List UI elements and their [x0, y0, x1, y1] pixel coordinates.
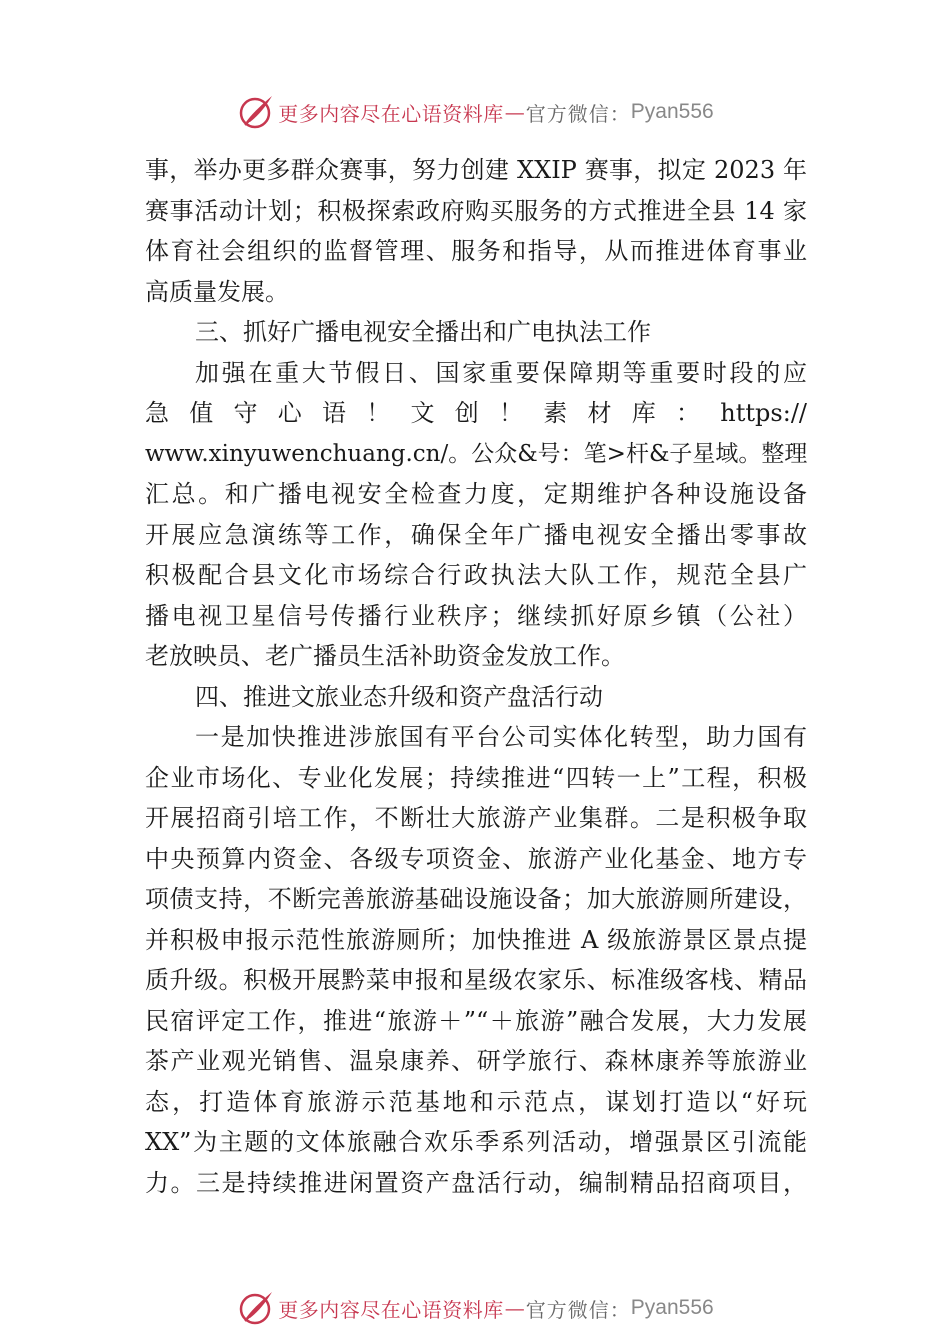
section-heading: 三、抓好广播电视安全播出和广电执法工作: [195, 318, 651, 346]
text-line: 开展应急演练等工作，确保全年广播电视安全播出零事故: [145, 520, 807, 549]
text-line: 民宿评定工作，推进“旅游＋”“＋旅游”融合发展，大力发展: [145, 1006, 807, 1035]
banner-wechat-id: Pyan556: [630, 1296, 714, 1319]
banner-site-name: 更多内容尽在心语资料库: [278, 101, 504, 126]
text-line: 茶产业观光销售、温泉康养、研学旅行、森林康养等旅游业: [145, 1047, 807, 1075]
document-body: [145, 150, 807, 1203]
text-line: XX”为主题的文体旅融合欢乐季系列活动，增强景区引流能: [145, 1128, 807, 1156]
text-line: 加强在重大节假日、国家重要保障期等重要时段的应: [195, 358, 807, 387]
banner-separator: —: [504, 100, 525, 124]
text-line: 质升级。积极开展黔菜申报和星级农家乐、标准级客栈、精品: [145, 966, 807, 994]
text-line: 赛事活动计划；积极探索政府购买服务的方式推进全县 14 家: [145, 196, 807, 225]
text-line: 开展招商引培工作，不断壮大旅游产业集群。二是积极争取: [145, 804, 807, 832]
text-line: 事，举办更多群众赛事，努力创建 XXIP 赛事，拟定 2023 年: [145, 156, 807, 184]
section-heading: 四、推进文旅业态升级和资产盘活行动: [195, 682, 603, 711]
banner-wechat-label: 官方微信：: [525, 1297, 631, 1322]
quill-logo-icon: [236, 1288, 276, 1328]
text-line: 老放映员、老广播员生活补助资金发放工作。: [145, 642, 625, 670]
text-line: 力。三是持续推进闲置资产盘活行动，编制精品招商项目，: [145, 1168, 807, 1197]
footer-watermark-banner: [0, 1288, 950, 1328]
text-line: 播电视卫星信号传播行业秩序；继续抓好原乡镇（公社）: [145, 601, 807, 630]
text-line: www.xinyuwenchuang.cn/。公众&号：笔>杆&子星域。整理: [145, 440, 808, 467]
text-line: 急值守心语！文创！素材库：https://: [145, 399, 807, 427]
text-line: 一是加快推进涉旅国有平台公司实体化转型，助力国有: [195, 723, 807, 751]
quill-logo-icon: [236, 92, 276, 132]
header-watermark-banner: [0, 92, 950, 132]
banner-wechat-label: 官方微信：: [525, 101, 631, 126]
text-line: 体育社会组织的监督管理、服务和指导，从而推进体育事业: [145, 237, 807, 265]
text-line: 高质量发展。: [145, 277, 289, 306]
text-line: 并积极申报示范性旅游厕所；加快推进 A 级旅游景区景点提: [145, 925, 807, 954]
text-line: 中央预算内资金、各级专项资金、旅游产业化基金、地方专: [145, 844, 807, 873]
text-line: 项债支持，不断完善旅游基础设施设备；加大旅游厕所建设，: [145, 885, 807, 913]
text-line: 态，打造体育旅游示范基地和示范点，谋划打造以“好玩: [145, 1087, 807, 1116]
text-line: 汇总。和广播电视安全检查力度，定期维护各种设施设备: [145, 480, 807, 508]
text-line: 企业市场化、专业化发展；持续推进“四转一上”工程，积极: [145, 763, 807, 792]
banner-separator: —: [504, 1296, 525, 1320]
banner-site-name: 更多内容尽在心语资料库: [278, 1297, 504, 1322]
banner-wechat-id: Pyan556: [630, 100, 714, 123]
text-line: 积极配合县文化市场综合行政执法大队工作，规范全县广: [145, 561, 807, 589]
